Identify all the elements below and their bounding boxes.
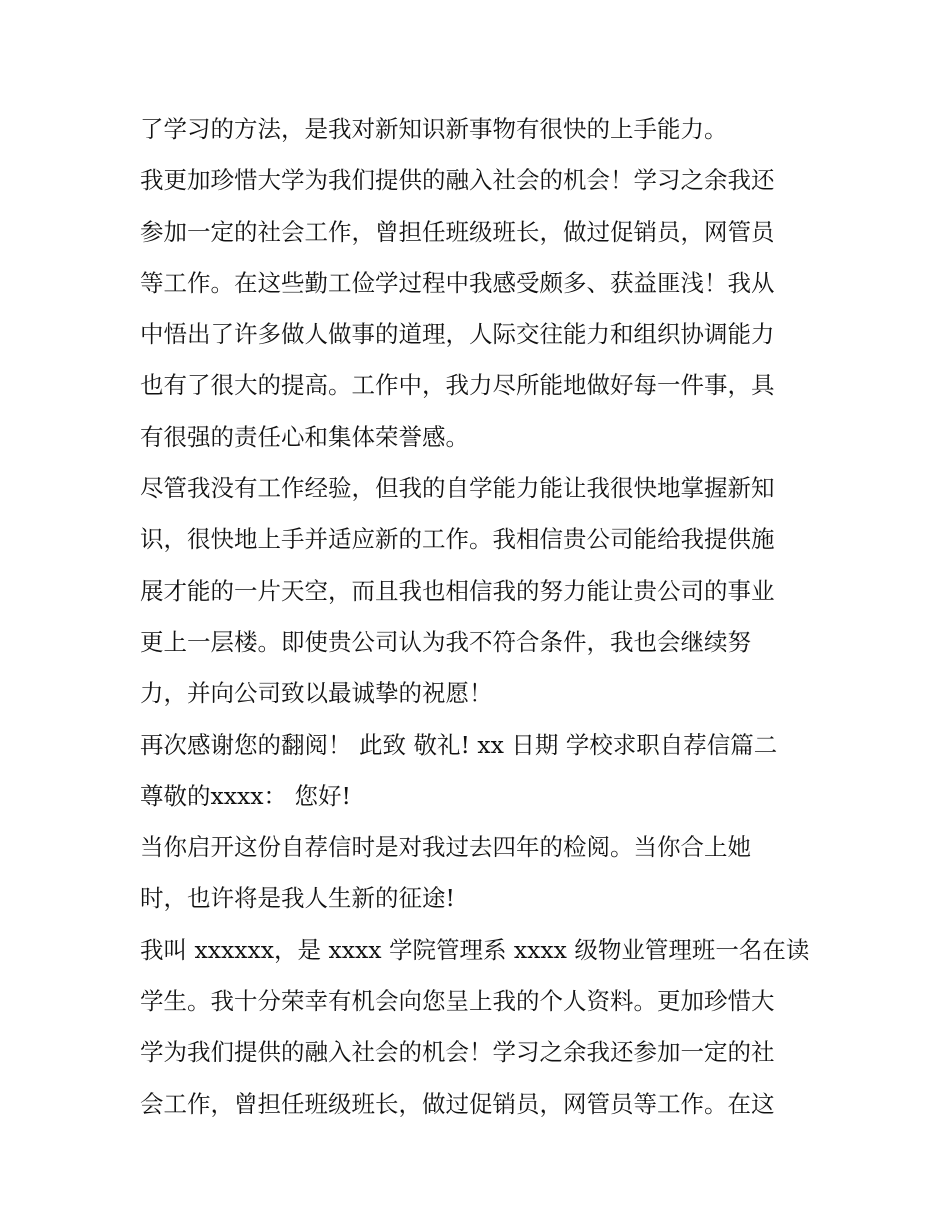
- text-line: 我叫 xxxxxx，是 xxxx 学院管理系 xxxx 级物业管理班一名在读: [140, 935, 810, 964]
- text-line: 力，并向公司致以最诚挚的祝愿！: [140, 679, 493, 708]
- text-line: 会工作，曾担任班级班长，做过促销员，网管员等工作。在这: [140, 1089, 775, 1118]
- text-line: 尽管我没有工作经验，但我的自学能力能让我很快地掌握新知: [140, 474, 775, 503]
- text-line: 再次感谢您的翻阅！ 此致 敬礼! xx 日期 学校求职自荐信篇二: [140, 730, 778, 759]
- text-line: 尊敬的xxxx： 您好!: [140, 781, 351, 810]
- text-line: 当你启开这份自荐信时是对我过去四年的检阅。当你合上她: [140, 833, 751, 862]
- text-line: 我更加珍惜大学为我们提供的融入社会的机会！学习之余我还: [140, 166, 775, 195]
- text-line: 学生。我十分荣幸有机会向您呈上我的个人资料。更加珍惜大: [140, 987, 775, 1016]
- letter-body: [140, 104, 820, 1130]
- text-line: 识，很快地上手并适应新的工作。我相信贵公司能给我提供施: [140, 525, 775, 554]
- text-line: 更上一层楼。即使贵公司认为我不符合条件，我也会继续努: [140, 627, 751, 656]
- text-line: 展才能的一片天空，而且我也相信我的努力能让贵公司的事业: [140, 576, 775, 605]
- text-line: 学为我们提供的融入社会的机会！学习之余我还参加一定的社: [140, 1038, 775, 1067]
- text-line: 中悟出了许多做人做事的道理，人际交往能力和组织协调能力: [140, 320, 775, 349]
- text-line: 了学习的方法，是我对新知识新事物有很快的上手能力。: [140, 115, 728, 143]
- text-line: 时，也许将是我人生新的征途!: [140, 884, 455, 913]
- text-line: 有很强的责任心和集体荣誉感。: [140, 422, 469, 451]
- text-line: 等工作。在这些勤工俭学过程中我感受颇多、获益匪浅！我从: [140, 268, 775, 297]
- text-line: 参加一定的社会工作，曾担任班级班长，做过促销员，网管员: [140, 217, 775, 246]
- text-line: 也有了很大的提高。工作中，我力尽所能地做好每一件事，具: [140, 371, 775, 400]
